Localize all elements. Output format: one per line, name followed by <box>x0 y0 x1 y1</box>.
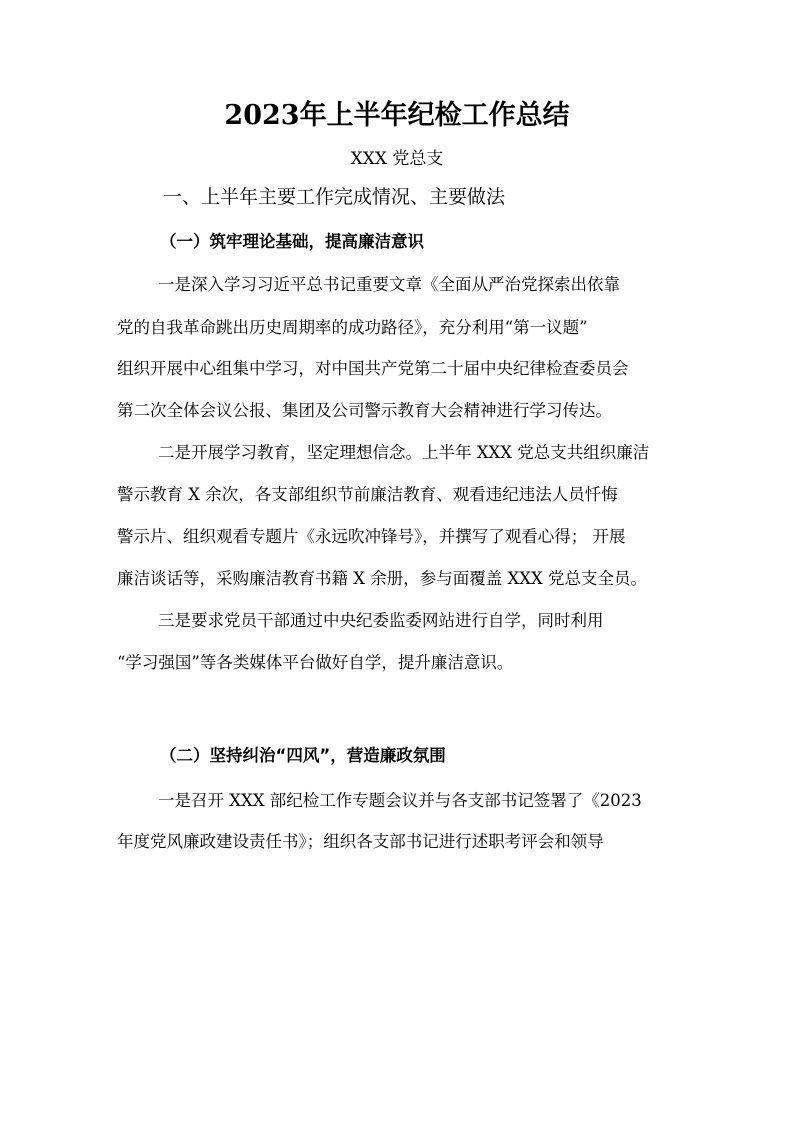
paragraph-line: 组织开展中心组集中学习，对中国共产党第二十届中央纪律检查委员会 <box>117 359 629 378</box>
document-title: 2023年上半年纪检工作总结 <box>224 100 570 131</box>
paragraph-line: 三是要求党员干部通过中央纪委监委网站进行自学，同时利用 <box>158 611 604 630</box>
subsection-heading-1: （一）筑牢理论基础，提高廉洁意识 <box>160 232 424 251</box>
paragraph-line: 第二次全体会议公报、集团及公司警示教育大会精神进行学习传达。 <box>117 401 612 420</box>
paragraph-line: 警示片、组织观看专题片《永远吹冲锋号》，并撰写了观看心得； 开展 <box>117 527 626 546</box>
paragraph-line: 廉洁谈话等，采购廉洁教育书籍 X 余册，参与面覆盖 XXX 党总支全员。 <box>117 569 647 588</box>
paragraph-line: 年度党风廉政建设责任书》；组织各支部书记进行述职考评会和领导 <box>117 832 604 851</box>
paragraph-line: 二是开展学习教育，坚定理想信念。上半年 XXX 党总支共组织廉洁 <box>158 443 650 462</box>
organization-name: XXX 党总支 <box>350 149 444 169</box>
paragraph-line: 党的自我革命跳出历史周期率的成功路径》，充分利用“第一议题” <box>117 318 588 337</box>
paragraph-line: “学习强国”等各类媒体平台做好自学，提升廉洁意识。 <box>117 653 514 672</box>
paragraph-line: 一是深入学习习近平总书记重要文章《全面从严治党探索出依靠 <box>158 275 620 294</box>
section-heading: 一、上半年主要工作完成情况、主要做法 <box>163 186 506 208</box>
subsection-heading-2: （二）坚持纠治“四风”，营造廉政氛围 <box>160 746 446 765</box>
paragraph-line: 警示教育 X 余次，各支部组织节前廉洁教育、观看违纪违法人员忏悔 <box>117 485 618 504</box>
paragraph-line: 一是召开 XXX 部纪检工作专题会议并与各支部书记签署了《2023 <box>158 791 642 810</box>
